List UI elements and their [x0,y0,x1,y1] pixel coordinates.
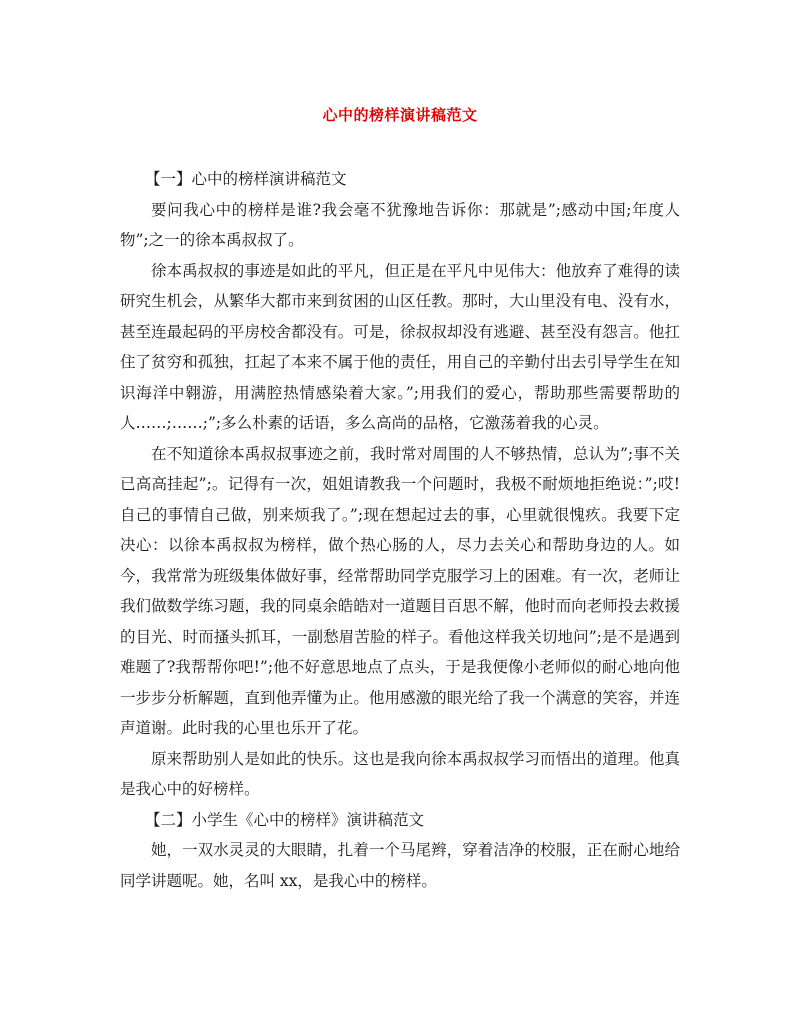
section-heading-1: 【一】心中的榜样演讲稿范文 [145,170,347,188]
paragraph: 在不知道徐本禹叔叔事迹之前，我时常对周围的人不够热情，总认为”;事不关已高高挂起”;。记得有一次，姐姐请教我一个问题时，我极不耐烦地拒绝说：”;哎!自己的事情自己做，别来烦我了。”;现在想起过去的事，心里就很愧疚。我要下定决心：以徐本禹叔叔为榜样，做个热心肠的人，尽力去关心和帮助身边的人。如今，我常常为班级集体做好事，经常帮助同学克服学习上的困难。有一次，老师让我们做数学练习题，我的同桌余皓皓对一道题目百思不解，他时而向老师投去救援的目光、时而搔头抓耳，一副愁眉苦脸的样子。看他这样我关切地问”;是不是遇到难题了?我帮帮你吧!”;他不好意思地点了点头，于是我便像小老师似的耐心地向他一步步分析解题，直到他弄懂为止。他用感激的眼光给了我一个满意的笑容，并连声道谢。此时我的心里也乐开了花。 [120,444,680,737]
paragraph: 她，一双水灵灵的大眼睛，扎着一个马尾辫，穿着洁净的校服，正在耐心地给同学讲题呢。她，名叫 xx，是我心中的榜样。 [120,841,680,890]
paragraph: 原来帮助别人是如此的快乐。这也是我向徐本禹叔叔学习而悟出的道理。他真是我心中的好榜样。 [120,749,680,798]
document-title: 心中的榜样演讲稿范文 [322,106,478,124]
paragraph: 徐本禹叔叔的事迹是如此的平凡，但正是在平凡中见伟大：他放弃了难得的读研究生机会，从繁华大都市来到贫困的山区任教。那时，大山里没有电、没有水，甚至连最起码的平房校舍都没有。可是，徐叔叔却没有逃避、甚至没有怨言。他扛住了贫穷和孤独，扛起了本来不属于他的责任，用自己的辛勤付出去引导学生在知识海洋中翱游，用满腔热情感染着大家。”;用我们的爱心，帮助那些需要帮助的人……;……;”;多么朴素的话语，多么高尚的品格，它激荡着我的心灵。 [120,261,680,432]
paragraph: 要问我心中的榜样是谁?我会毫不犹豫地告诉你：那就是”;感动中国;年度人物”;之一的徐本禹叔叔了。 [120,200,680,249]
document-body [120,164,680,896]
section-heading-2: 【二】小学生《心中的榜样》演讲稿范文 [145,810,425,829]
